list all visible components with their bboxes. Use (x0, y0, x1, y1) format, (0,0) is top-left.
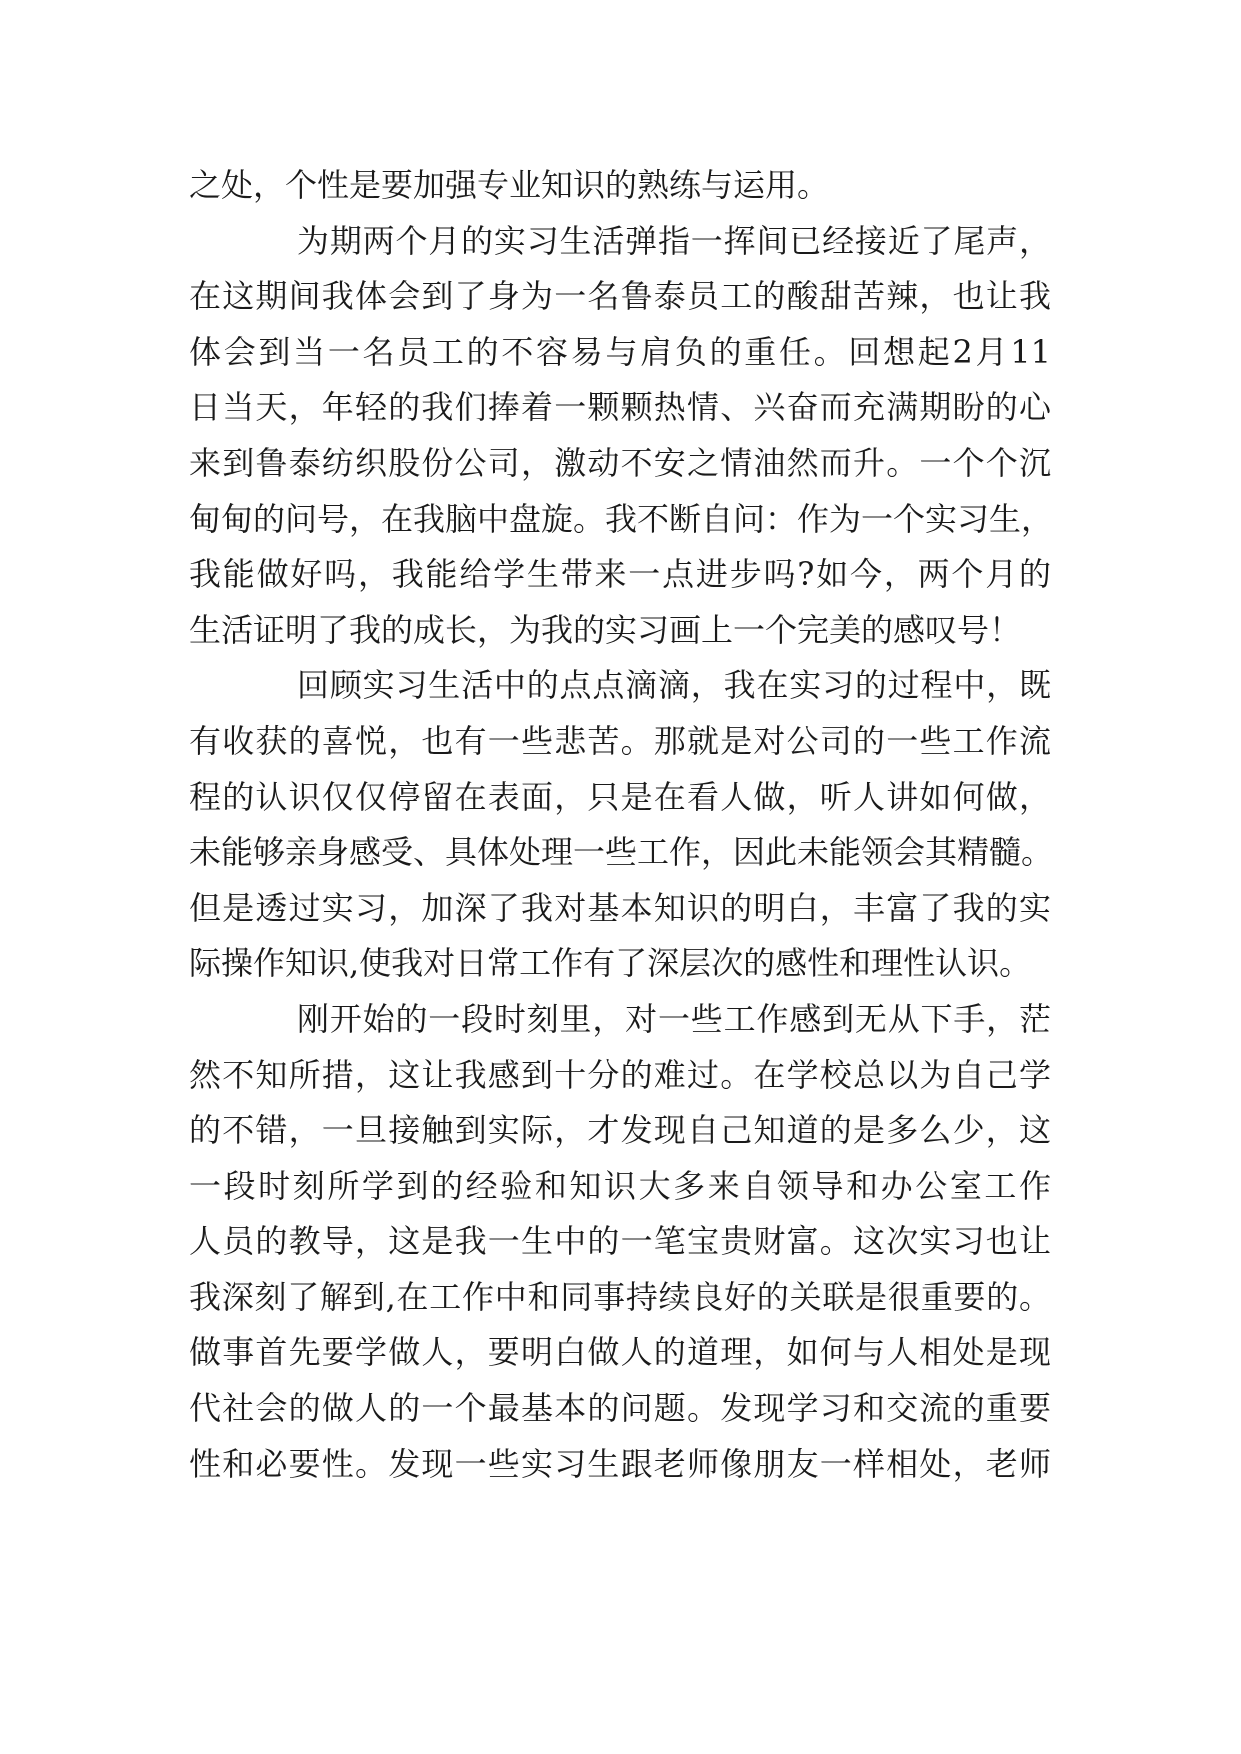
text-line: 未能够亲身感受、具体处理一些工作，因此未能领会其精髓。 (189, 833, 1054, 872)
text-line: 日当天，年轻的我们捧着一颗颗热情、兴奋而充满期盼的心 (189, 388, 1051, 427)
text-line: 刚开始的一段时刻里，对一些工作感到无从下手，茫 (297, 999, 1051, 1038)
text-line: 来到鲁泰纺织股份公司，激动不安之情油然而升。一个个沉 (189, 443, 1051, 482)
text-line: 之处，个性是要加强专业知识的熟练与运用。 (189, 166, 830, 204)
text-line: 体会到当一名员工的不容易与肩负的重任。回想起2月11 (189, 332, 1051, 371)
text-line: 做事首先要学做人，要明白做人的道理，如何与人相处是现 (189, 1333, 1051, 1372)
text-line: 人员的教导，这是我一生中的一笔宝贵财富。这次实习也让 (189, 1222, 1051, 1261)
text-line: 际操作知识,使我对日常工作有了深层次的感性和理性认识。 (189, 944, 1032, 983)
text-line: 代社会的做人的一个最基本的问题。发现学习和交流的重要 (189, 1389, 1051, 1428)
text-line: 有收获的喜悦，也有一些悲苦。那就是对公司的一些工作流 (189, 721, 1051, 760)
text-line: 在这期间我体会到了身为一名鲁泰员工的酸甜苦辣，也让我 (189, 277, 1051, 316)
text-line: 回顾实习生活中的点点滴滴，我在实习的过程中，既 (297, 666, 1051, 705)
text-line: 甸甸的问号，在我脑中盘旋。我不断自问：作为一个实习生， (189, 499, 1054, 538)
text-line: 程的认识仅仅停留在表面，只是在看人做，听人讲如何做， (189, 777, 1051, 816)
text-line: 为期两个月的实习生活弹指一挥间已经接近了尾声， (297, 221, 1051, 260)
body-text (189, 158, 1054, 1492)
text-line: 的不错，一旦接触到实际，才发现自己知道的是多么少，这 (189, 1111, 1051, 1150)
text-line: 我深刻了解到,在工作中和同事持续良好的关联是很重要的。 (189, 1277, 1051, 1316)
text-line: 然不知所措，这让我感到十分的难过。在学校总以为自己学 (189, 1055, 1051, 1094)
text-line: 一段时刻所学到的经验和知识大多来自领导和办公室工作 (189, 1166, 1051, 1205)
text-line: 但是透过实习，加深了我对基本知识的明白，丰富了我的实 (189, 888, 1051, 927)
text-line: 我能做好吗，我能给学生带来一点进步吗?如今，两个月的 (189, 555, 1051, 594)
text-line: 生活证明了我的成长，为我的实习画上一个完美的感叹号！ (189, 610, 1022, 649)
text-line: 性和必要性。发现一些实习生跟老师像朋友一样相处，老师 (189, 1444, 1051, 1483)
